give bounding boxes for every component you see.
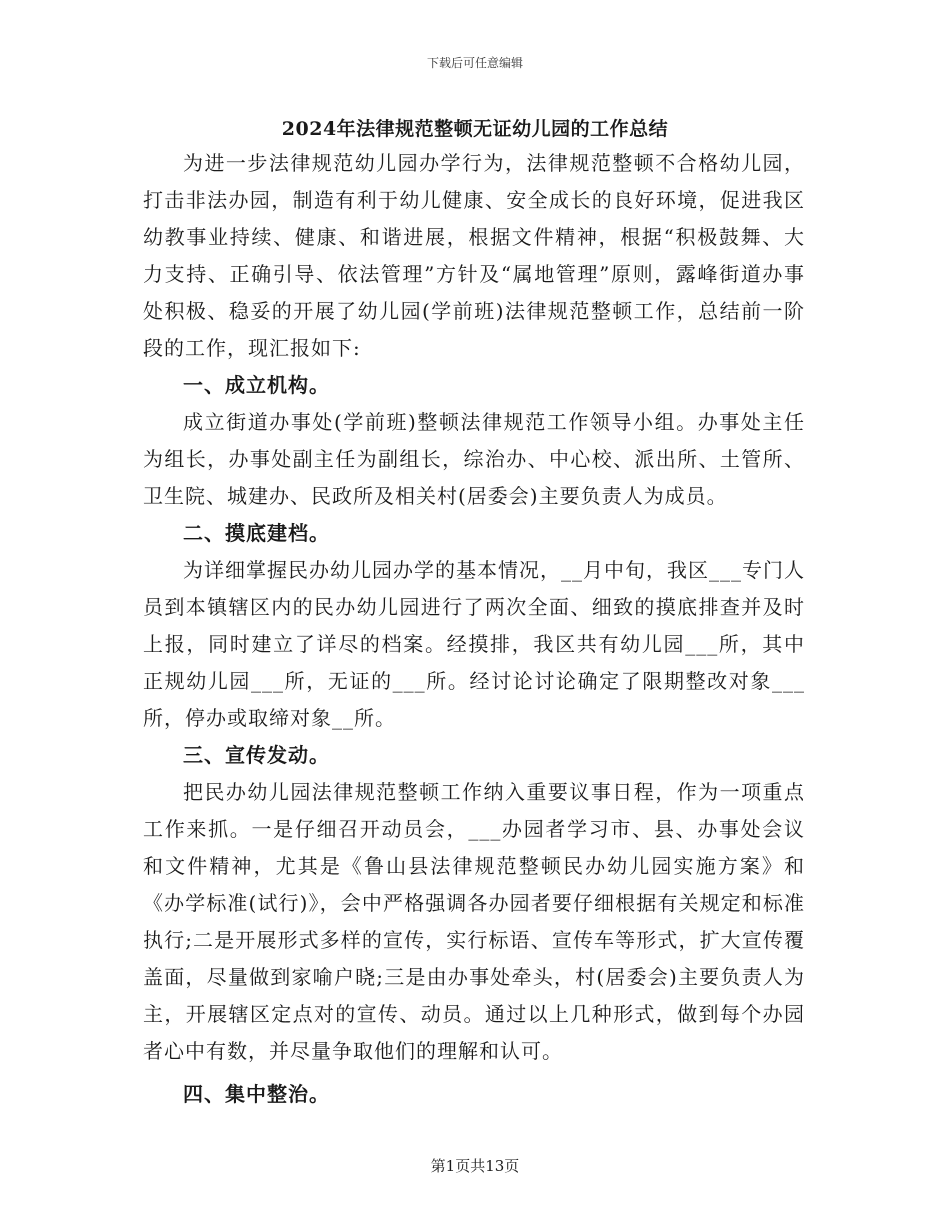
page-footer: 第1页共13页 <box>430 1157 520 1175</box>
header-note: 下载后可任意编辑 <box>426 56 523 70</box>
document-title: 2024年法律规范整顿无证幼儿园的工作总结 <box>281 118 669 140</box>
section-heading-1: 一、成立机构。 <box>183 373 330 397</box>
section-body-2: 为详细掌握民办幼儿园办学的基本情况，__月中旬，我区___专门人员到本镇辖区内的民办幼儿园进行了两次全面、细致的摸底排查并及时上报，同时建立了详尽的档案。经摸排，我区共有幼儿园___所，其中正规幼儿园___所，无证的___所。经讨论讨论确定了限期整改对象___所，停办或取缔对象__所。 <box>143 558 805 730</box>
section-body-1: 成立街道办事处(学前班)整顿法律规范工作领导小组。办事处主任为组长，办事处副主任为副组长，综治办、中心校、派出所、土管所、卫生院、城建办、民政所及相关村(居委会)主要负责人为成员。 <box>143 410 805 508</box>
section-heading-4: 四、集中整治。 <box>183 1082 330 1106</box>
section-body-3: 把民办幼儿园法律规范整顿工作纳入重要议事日程，作为一项重点工作来抓。一是仔细召开动员会，___办园者学习市、县、办事处会议和文件精神，尤其是《鲁山县法律规范整顿民办幼儿园实施方案》和《办学标准(试行)》，会中严格强调各办园者要仔细根据有关规定和标准执行;二是开展形式多样的宣传，实行标语、宣传车等形式，扩大宣传覆盖面，尽量做到家喻户晓;三是由办事处牵头，村(居委会)主要负责人为主，开展辖区定点对的宣传、动员。通过以上几种形式，做到每个办园者心中有数，并尽量争取他们的理解和认可。 <box>143 780 805 1063</box>
section-heading-3: 三、宣传发动。 <box>183 743 330 767</box>
document-body <box>143 145 805 1113</box>
section-heading-2: 二、摸底建档。 <box>183 521 330 545</box>
intro-paragraph: 为进一步法律规范幼儿园办学行为，法律规范整顿不合格幼儿园，打击非法办园，制造有利于幼儿健康、安全成长的良好环境，促进我区幼教事业持续、健康、和谐进展，根据文件精神，根据“积极鼓舞、大力支持、正确引导、依法管理”方针及“属地管理”原则，露峰街道办事处积极、稳妥的开展了幼儿园(学前班)法律规范整顿工作，总结前一阶段的工作，现汇报如下: <box>143 151 805 360</box>
